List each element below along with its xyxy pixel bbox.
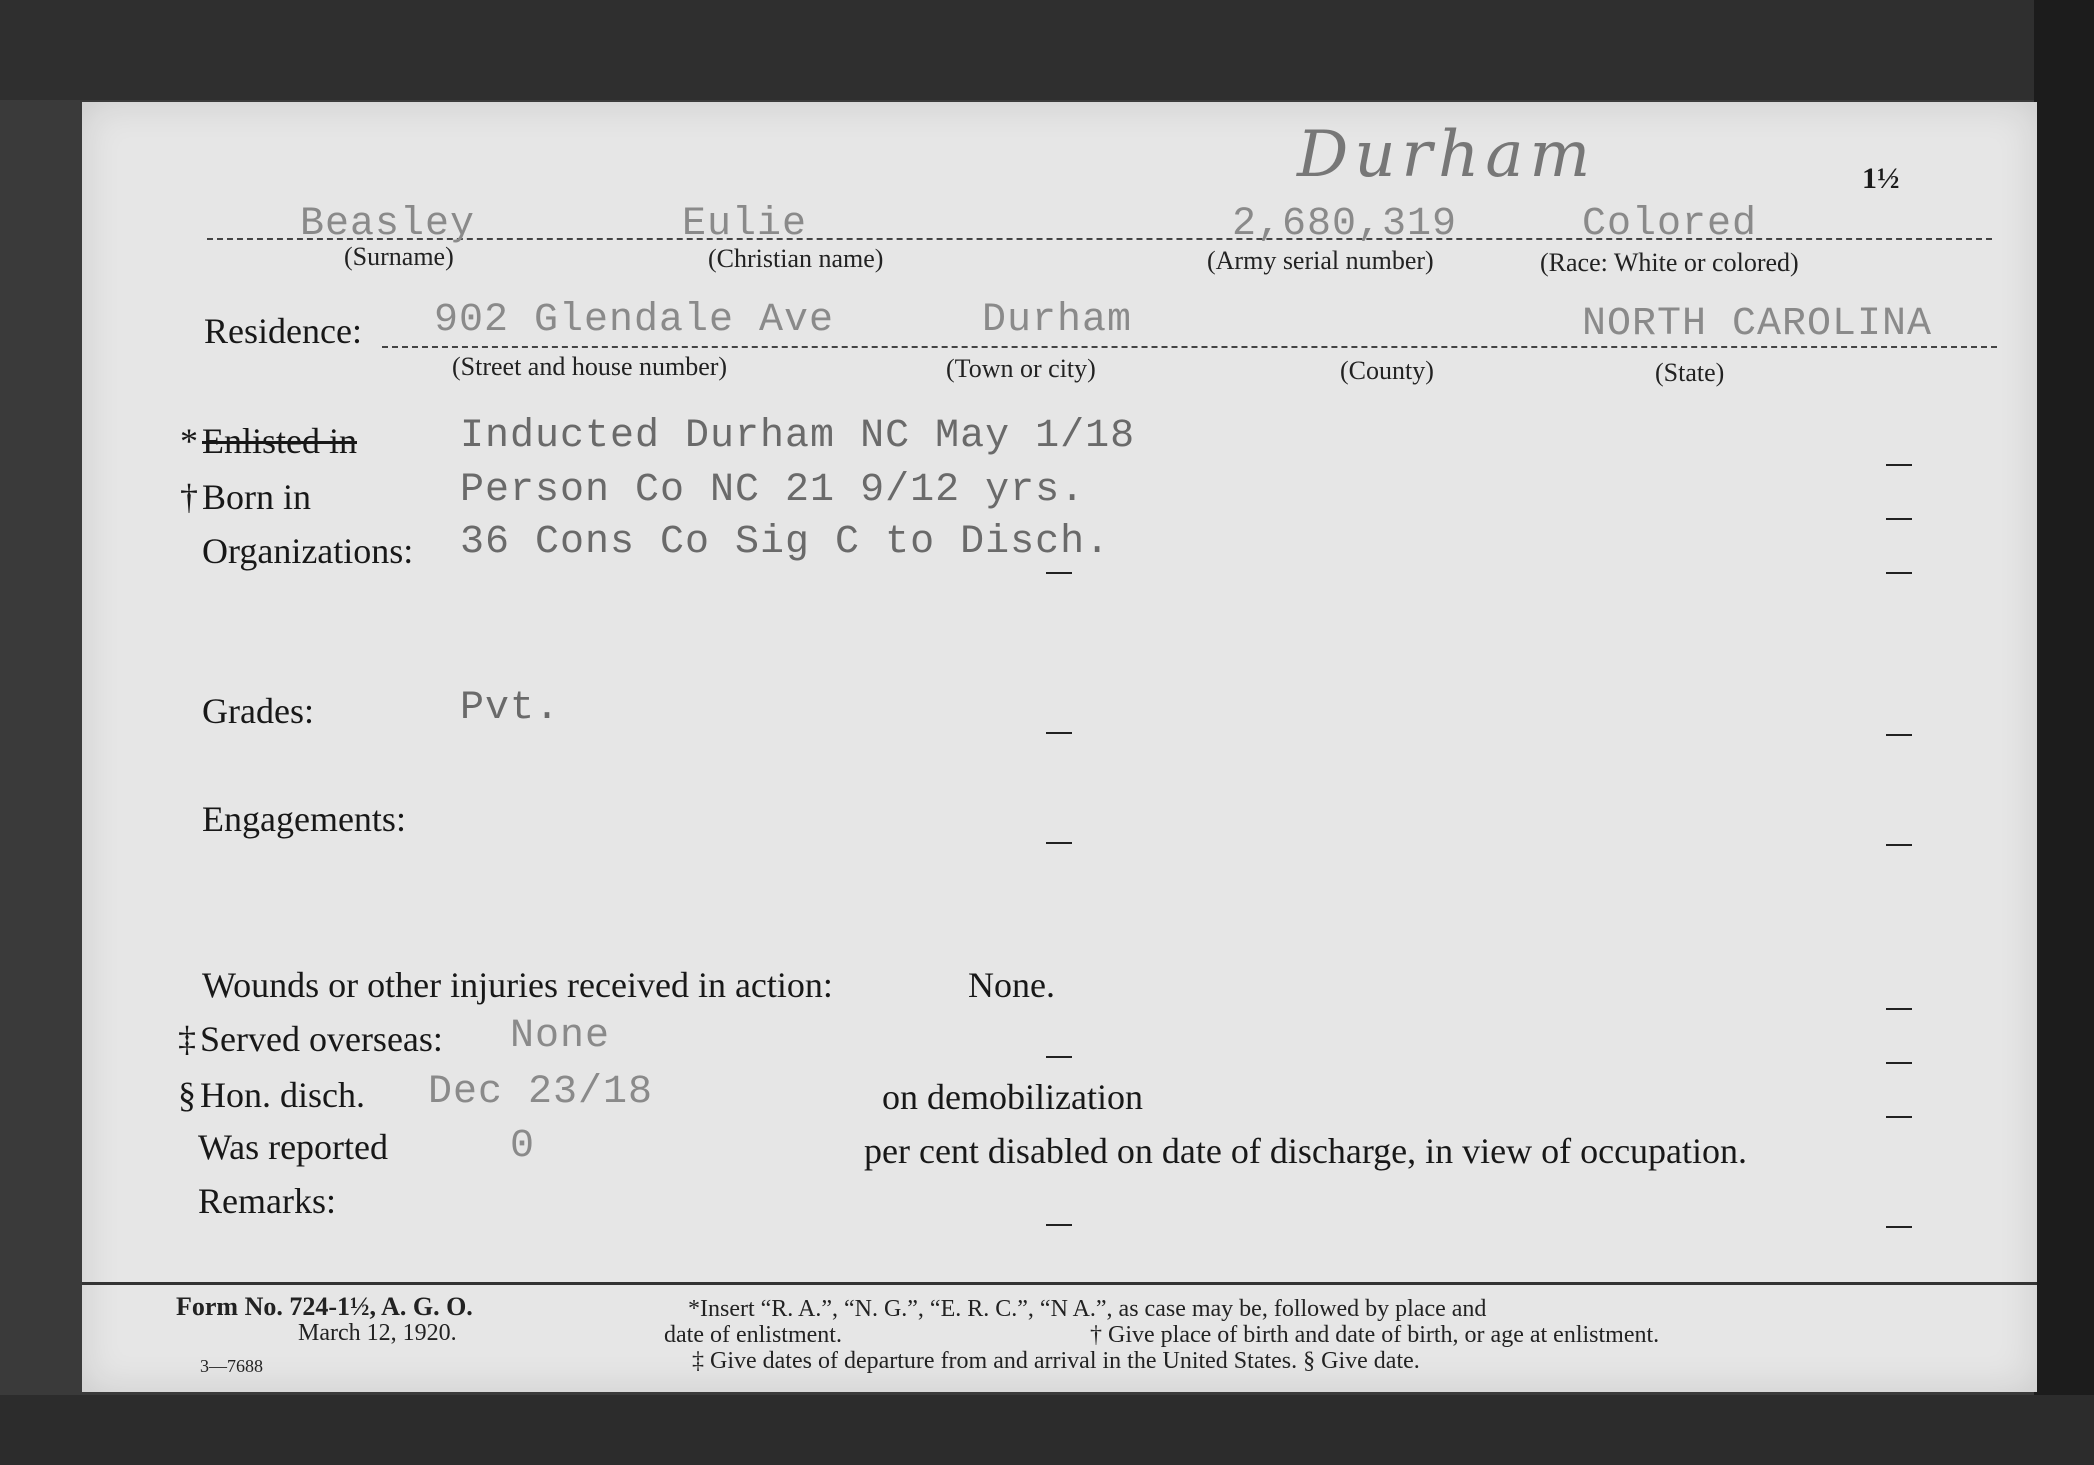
dash-enlisted bbox=[1886, 464, 1912, 466]
caption-surname: (Surname) bbox=[344, 242, 454, 271]
footnote-insert: *Insert “R. A.”, “N. G.”, “E. R. C.”, “N A.”, as case may be, followed by place and bbox=[688, 1296, 1487, 1322]
residence-state: NORTH CAROLINA bbox=[1582, 302, 1933, 347]
enlisted-value: Inducted Durham NC May 1/18 bbox=[460, 414, 1136, 459]
reported-value: 0 bbox=[510, 1124, 536, 1169]
footnote-overseas: ‡ Give dates of departure from and arrival in the United States. § Give date. bbox=[692, 1348, 1420, 1374]
discharge-value: Dec 23/18 bbox=[428, 1070, 654, 1115]
county-handwritten: Durham bbox=[1297, 118, 1597, 192]
dash-engagements bbox=[1886, 844, 1912, 846]
engagements-label: Engagements: bbox=[202, 799, 406, 839]
scan-background-bottom bbox=[0, 1395, 2094, 1465]
caption-town: (Town or city) bbox=[946, 354, 1096, 383]
dash-born bbox=[1886, 518, 1912, 520]
christian-name-value: Eulie bbox=[682, 202, 808, 247]
wounds-value: None. bbox=[968, 965, 1055, 1005]
scan-background-top bbox=[0, 0, 2094, 100]
form-number: Form No. 724-1½, A. G. O. bbox=[176, 1292, 473, 1321]
born-label: Born in bbox=[202, 477, 312, 517]
residence-town: Durham bbox=[982, 298, 1133, 343]
residence-label: Residence: bbox=[204, 311, 362, 351]
caption-race: (Race: White or colored) bbox=[1540, 248, 1799, 277]
dash-overseas-mid bbox=[1046, 1056, 1072, 1058]
race-value: Colored bbox=[1582, 202, 1758, 247]
residence-street: 902 Glendale Ave bbox=[434, 298, 835, 343]
dash-organizations bbox=[1886, 572, 1912, 574]
dash-remarks-mid bbox=[1046, 1224, 1072, 1226]
caption-serial-number: (Army serial number) bbox=[1207, 246, 1434, 275]
enlisted-mark: * bbox=[180, 421, 198, 461]
overseas-label: Served overseas: bbox=[200, 1019, 443, 1059]
card-number: 1½ bbox=[1862, 162, 1900, 195]
form-date: March 12, 1920. bbox=[298, 1320, 457, 1346]
discharge-label: Hon. disch. bbox=[200, 1075, 365, 1115]
born-value: Person Co NC 21 9/12 yrs. bbox=[460, 468, 1086, 513]
grades-value: Pvt. bbox=[460, 686, 561, 731]
enlisted-label: Enlisted in bbox=[202, 421, 357, 461]
overseas-value: None bbox=[510, 1014, 611, 1059]
dash-overseas bbox=[1886, 1062, 1912, 1064]
discharge-suffix: on demobilization bbox=[882, 1077, 1143, 1117]
dash-engagements-mid bbox=[1046, 842, 1072, 844]
grades-label: Grades: bbox=[202, 691, 314, 731]
footnote-birth: † Give place of birth and date of birth, or age at enlistment. bbox=[1090, 1322, 1660, 1348]
print-code: 3—7688 bbox=[200, 1356, 263, 1376]
footer-rule bbox=[82, 1282, 2037, 1285]
dash-wounds bbox=[1886, 1008, 1912, 1010]
footnote-date-of-enlistment: date of enlistment. bbox=[664, 1322, 842, 1348]
dash-grades bbox=[1886, 734, 1912, 736]
scan-background-right bbox=[2034, 0, 2094, 1465]
surname-value: Beasley bbox=[300, 202, 476, 247]
organizations-value: 36 Cons Co Sig C to Disch. bbox=[460, 520, 1111, 565]
dash-grades-mid bbox=[1046, 732, 1072, 734]
caption-christian-name: (Christian name) bbox=[708, 244, 884, 273]
dash-organizations-mid bbox=[1046, 572, 1072, 574]
caption-county: (County) bbox=[1340, 356, 1434, 385]
dash-remarks bbox=[1886, 1226, 1912, 1228]
caption-street: (Street and house number) bbox=[452, 352, 728, 381]
record-card bbox=[82, 102, 2037, 1392]
organizations-label: Organizations: bbox=[202, 531, 414, 571]
reported-suffix: per cent disabled on date of discharge, in view of occupation. bbox=[864, 1131, 1748, 1171]
remarks-label: Remarks: bbox=[198, 1181, 336, 1221]
overseas-mark: ‡ bbox=[178, 1019, 196, 1059]
wounds-label: Wounds or other injuries received in action: bbox=[202, 965, 833, 1005]
born-mark: † bbox=[180, 477, 198, 517]
reported-label: Was reported bbox=[198, 1127, 389, 1167]
caption-state: (State) bbox=[1655, 358, 1725, 387]
discharge-mark: § bbox=[178, 1075, 196, 1115]
serial-number-value: 2,680,319 bbox=[1232, 202, 1458, 247]
dash-discharge bbox=[1886, 1116, 1912, 1118]
